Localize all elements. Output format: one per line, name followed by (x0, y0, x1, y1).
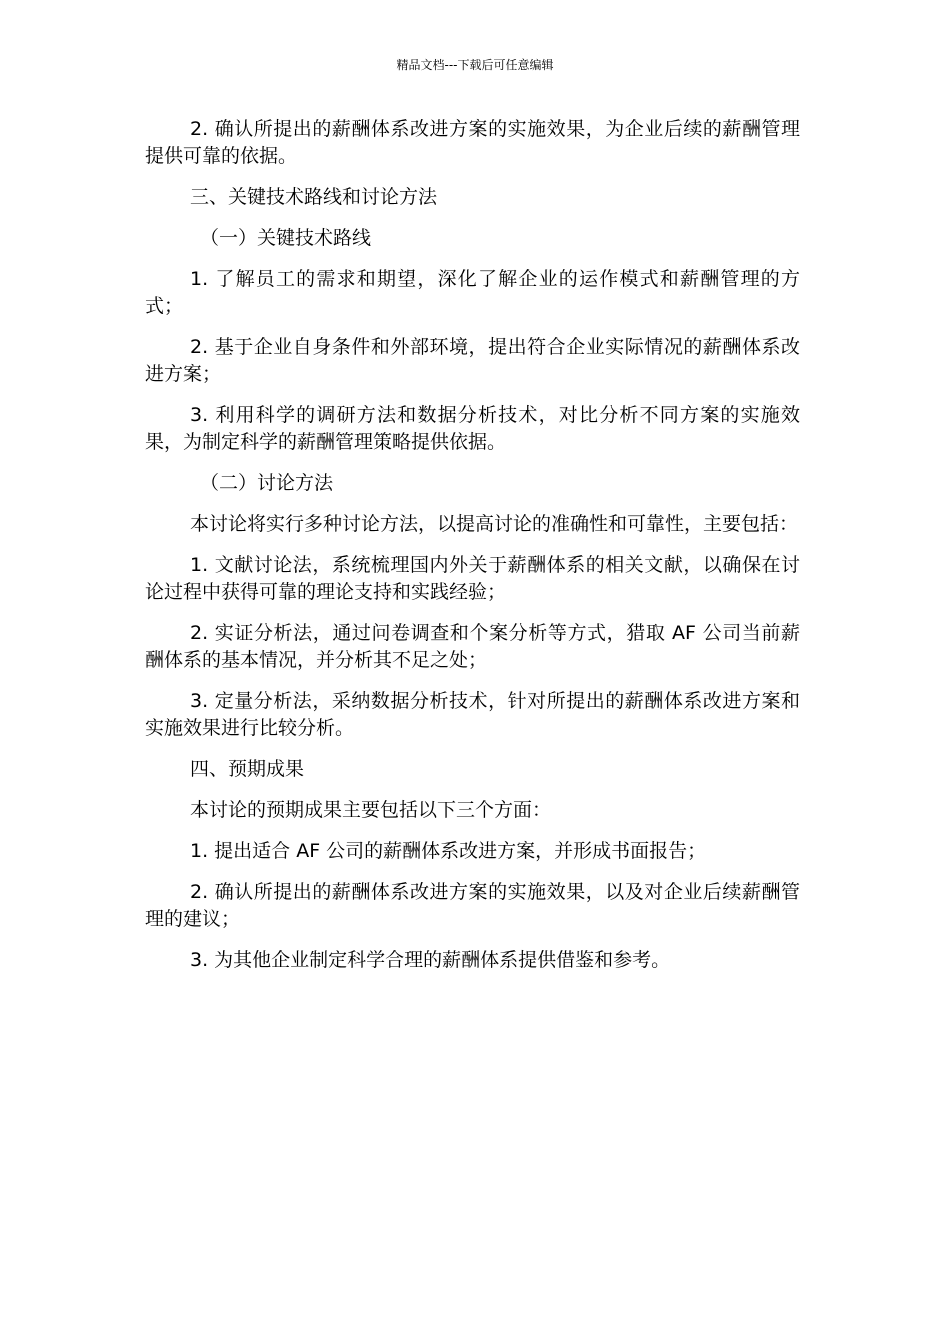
paragraph-outcome-intro: 本讨论的预期成果主要包括以下三个方面： (190, 799, 552, 821)
paragraph-outcome-1: 1. 提出适合 AF 公司的薪酬体系改进方案，并形成书面报告； (190, 840, 707, 862)
paragraph-method-intro: 本讨论将实行多种讨论方法，以提高讨论的准确性和可靠性，主要包括： (190, 513, 799, 535)
section-heading-4: 四、预期成果 (190, 758, 305, 780)
paragraph-method-3: 3. 定量分析法，采纳数据分析技术，针对所提出的薪酬体系改进方案和实施效果进行比较分析。 (145, 690, 800, 739)
section-heading-3: 三、关键技术路线和讨论方法 (190, 186, 438, 208)
paragraph-method-1: 1. 文献讨论法，系统梳理国内外关于薪酬体系的相关文献，以确保在讨论过程中获得可靠的理论支持和实践经验； (145, 554, 800, 603)
paragraph-route-1: 1. 了解员工的需求和期望，深化了解企业的运作模式和薪酬管理的方式； (145, 268, 800, 317)
subsection-heading-1: （一）关键技术路线 (200, 227, 372, 249)
paragraph-outcome-2: 2. 确认所提出的薪酬体系改进方案的实施效果，以及对企业后续薪酬管理的建议； (145, 881, 800, 930)
subsection-heading-2: （二）讨论方法 (200, 472, 334, 494)
paragraph-goal-2: 2. 确认所提出的薪酬体系改进方案的实施效果，为企业后续的薪酬管理提供可靠的依据。 (145, 118, 800, 167)
paragraph-outcome-3: 3. 为其他企业制定科学合理的薪酬体系提供借鉴和参考。 (190, 949, 671, 971)
paragraph-route-2: 2. 基于企业自身条件和外部环境，提出符合企业实际情况的薪酬体系改进方案； (145, 336, 800, 385)
document-body (145, 116, 800, 988)
paragraph-method-2: 2. 实证分析法，通过问卷调查和个案分析等方式，猎取 AF 公司当前薪酬体系的基本情况，并分析其不足之处； (145, 622, 800, 671)
paragraph-route-3: 3. 利用科学的调研方法和数据分析技术，对比分析不同方案的实施效果，为制定科学的薪酬管理策略提供依据。 (145, 404, 800, 453)
page-header: 精品文档---下载后可任意编辑 (396, 58, 554, 72)
